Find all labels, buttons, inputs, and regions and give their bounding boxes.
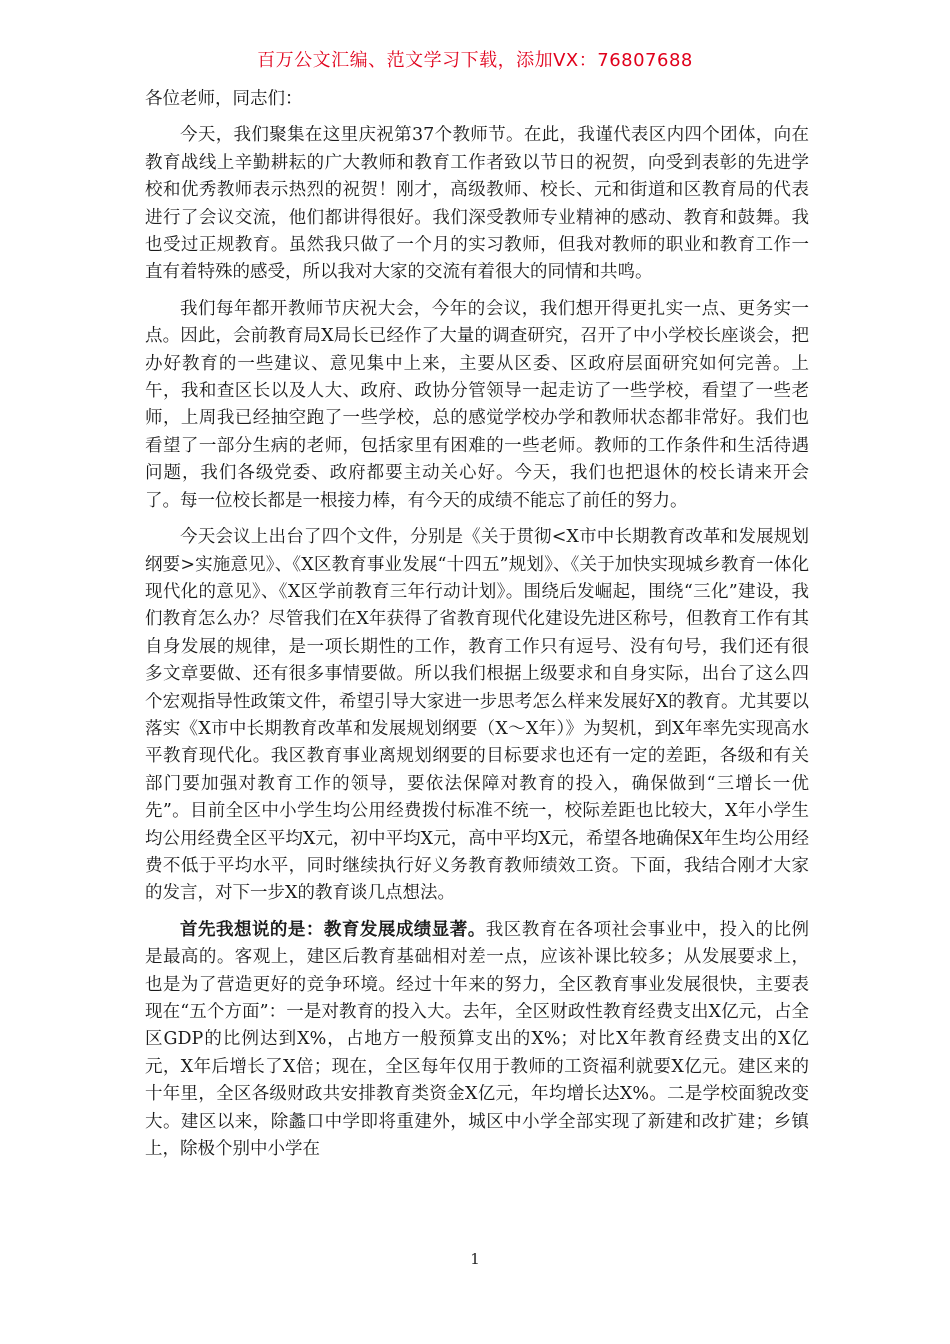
- paragraph-2: [145, 296, 809, 515]
- page-number: 1: [470, 1250, 480, 1268]
- paragraph-text: 我区教育在各项社会事业中，投入的比例是最高的。客观上，建区后教育基础相对差一点，应该补课比较多；从发展要求上，也是为了营造更好的竞争环境。经过十年来的努力，全区教育事业发展很快，主要表现在“五个方面”：一是对教育的投入大。去年，全区财政性教育经费支出X亿元，占全区GDP的比例达到X%，占地方一般预算支出的X%；对比X年教育经费支出的X亿元，X年后增长了X倍；现在，全区每年仅用于教师的工资福利就要X亿元。建区来的十年里，全区各级财政共安排教育类资金X亿元，年均增长达X%。二是学校面貌改变大。建区以来，除蠡口中学即将重建外，城区中小学全部实现了新建和改扩建；乡镇上，除极个别中小学在: [145, 919, 809, 1160]
- paragraph-text: 我们每年都开教师节庆祝大会，今年的会议，我们想开得更扎实一点、更务实一点。因此，会前教育局X局长已经作了大量的调查研究，召开了中小学校长座谈会，把办好教育的一些建议、意见集中上来，主要从区委、区政府层面研究如何完善。上午，我和查区长以及人大、政府、政协分管领导一起走访了一些学校，看望了一些老师，上周我已经抽空跑了一些学校，总的感觉学校办学和教师状态都非常好。我们也看望了一部分生病的老师，包括家里有困难的一些老师。教师的工作条件和生活待遇问题，我们各级党委、政府都要主动关心好。今天，我们也把退休的校长请来开会了。每一位校长都是一根接力棒，有今天的成绩不能忘了前任的努力。: [145, 298, 809, 511]
- paragraph-3: [145, 524, 809, 908]
- paragraph-4: [145, 917, 809, 1164]
- paragraph-1: [145, 122, 809, 286]
- speech-body: [145, 86, 809, 1172]
- section-heading-bold: 首先我想说的是：教育发展成绩显著。: [180, 919, 486, 940]
- greeting-line: 各位老师，同志们：: [145, 89, 303, 109]
- paragraph-text: 今天，我们聚集在这里庆祝第37个教师节。在此，我谨代表区内四个团体，向在教育战线上辛勤耕耘的广大教师和教育工作者致以节日的祝贺，向受到表彰的先进学校和优秀教师表示热烈的祝贺！刚才，高级教师、校长、元和街道和区教育局的代表进行了会议交流，他们都讲得很好。我们深受教师专业精神的感动、教育和鼓舞。我也受过正规教育。虽然我只做了一个月的实习教师，但我对教师的职业和教育工作一直有着特殊的感受，所以我对大家的交流有着很大的同情和共鸣。: [145, 125, 809, 283]
- promo-banner: 百万公文汇编、范文学习下载，添加VX：76807688: [257, 50, 693, 71]
- paragraph-text: 今天会议上出台了四个文件，分别是《关于贯彻<X市中长期教育改革和发展规划纲要>实施意见》、《X区教育事业发展“十四五”规划》、《关于加快实现城乡教育一体化现代化的意见》、《X区学前教育三年行动计划》。围绕后发崛起，围绕“三化”建设，我们教育怎么办？尽管我们在X年获得了省教育现代化建设先进区称号，但教育工作有其自身发展的规律，是一项长期性的工作，教育工作只有逗号、没有句号，我们还有很多文章要做、还有很多事情要做。所以我们根据上级要求和自身实际，出台了这么四个宏观指导性政策文件，希望引导大家进一步思考怎么样来发展好X的教育。尤其要以落实《X市中长期教育改革和发展规划纲要（X～X年）》为契机，到X年率先实现高水平教育现代化。我区教育事业离规划纲要的目标要求也还有一定的差距，各级和有关部门要加强对教育工作的领导，要依法保障对教育的投入，确保做到“三增长一优先”。目前全区中小学生均公用经费拨付标准不统一，校际差距也比较大，X年小学生均公用经费全区平均X元，初中平均X元，高中平均X元，希望各地确保X年生均公用经费不低于平均水平，同时继续执行好义务教育教师绩效工资。下面，我结合刚才大家的发言，对下一步X的教育谈几点想法。: [145, 527, 809, 904]
